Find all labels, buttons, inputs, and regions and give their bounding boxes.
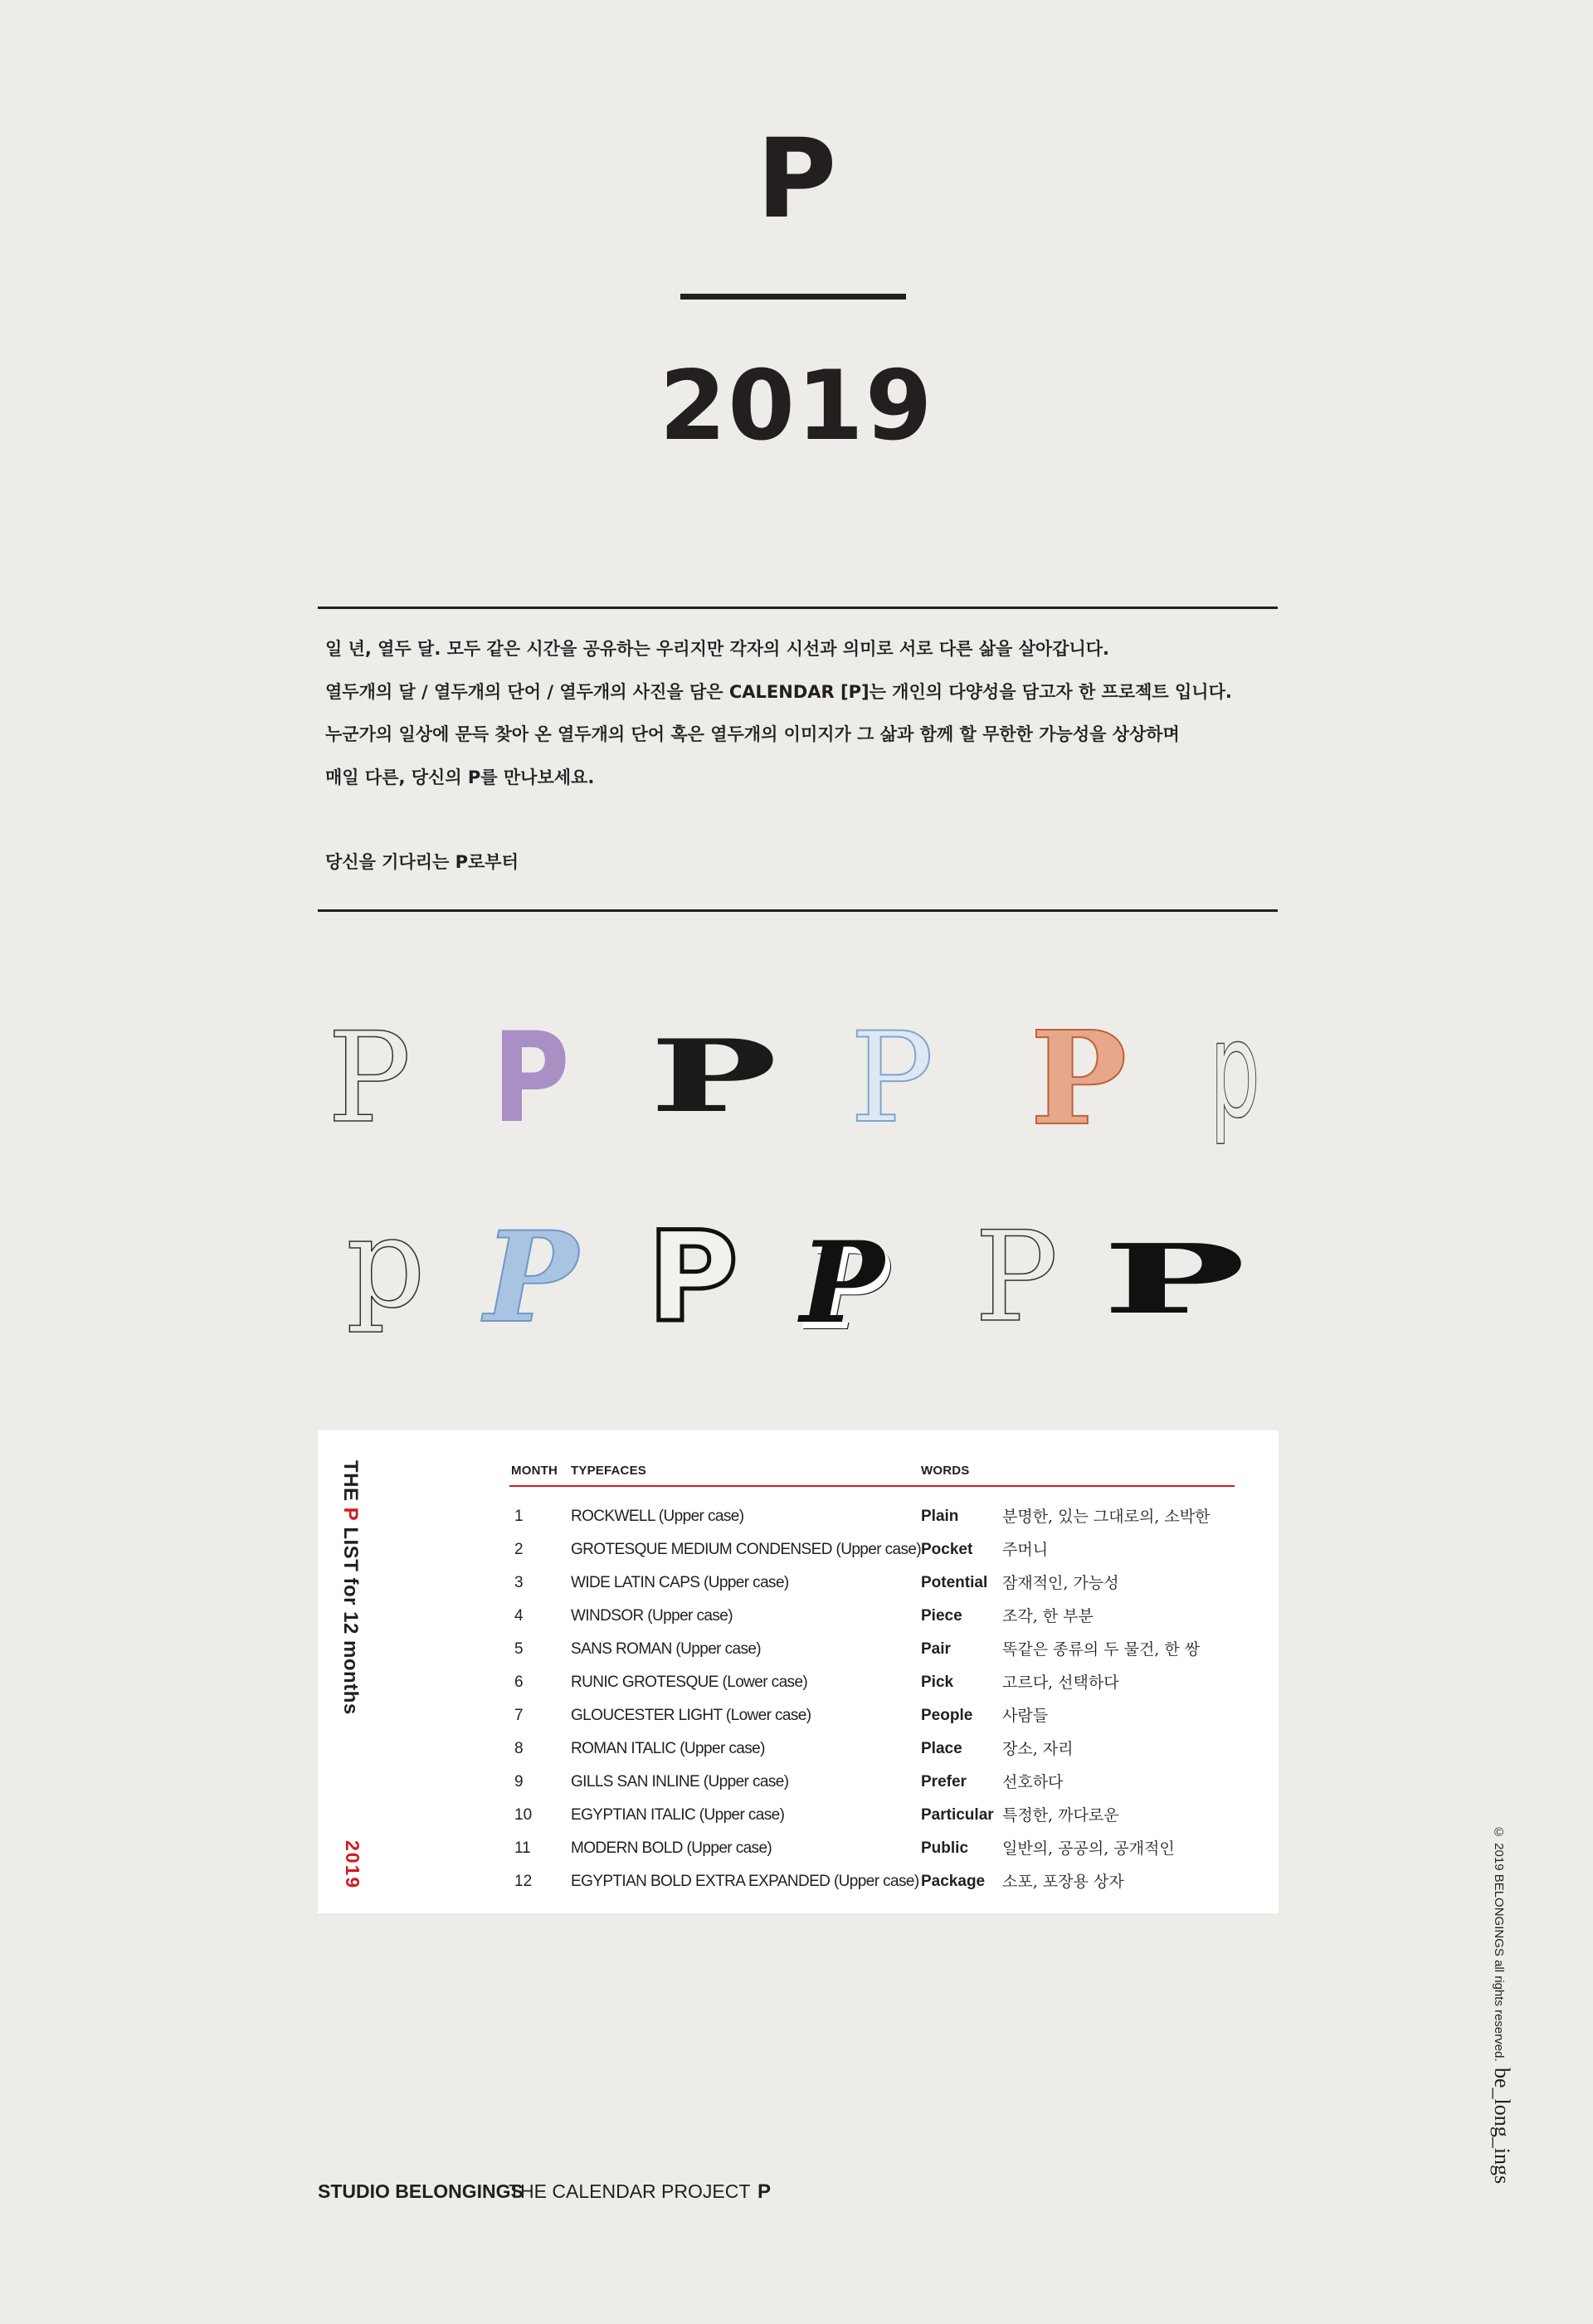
cell-month: 11 [514, 1839, 531, 1857]
cell-word: Prefer [921, 1773, 967, 1791]
specimen-grotesque: P [492, 1006, 570, 1151]
cell-word: Potential [921, 1574, 988, 1591]
specimen-egyptian-italic: P [800, 1216, 884, 1348]
cell-word: Public [921, 1839, 969, 1857]
cell-typeface: ROMAN ITALIC (Upper case) [571, 1740, 765, 1757]
cell-word: Pick [921, 1674, 954, 1691]
cell-month: 10 [514, 1806, 533, 1824]
cell-typeface: ROCKWELL (Upper case) [571, 1508, 744, 1525]
specimen-gills-inline: P [647, 1206, 738, 1350]
cell-month: 4 [514, 1607, 524, 1625]
cell-month: 5 [514, 1640, 524, 1658]
cell-month: 2 [514, 1541, 524, 1558]
cell-meaning: 선호하다 [1002, 1773, 1064, 1791]
cell-meaning: 고르다, 선택하다 [1002, 1674, 1119, 1692]
hero-letter: P [756, 115, 837, 243]
cell-meaning: 잠재적인, 가능성 [1002, 1574, 1119, 1592]
hero-year: 2019 [659, 350, 934, 462]
cell-word: Plain [921, 1508, 959, 1525]
cell-meaning: 일반의, 공공의, 공개적인 [1002, 1839, 1175, 1858]
header-rule [509, 1485, 1235, 1487]
cell-typeface: SANS ROMAN (Upper case) [571, 1640, 762, 1658]
cell-word: Place [921, 1740, 962, 1757]
specimen-sans-roman: P [1030, 1002, 1128, 1154]
cell-word: Pair [921, 1640, 951, 1658]
cell-month: 12 [514, 1873, 533, 1890]
intro-line-2: 열두개의 달 / 열두개의 단어 / 열두개의 사진을 담은 CALENDAR [P]는 개인의 다양성을 담고자 한 프로젝트 입니다. [325, 682, 1232, 702]
intro-line-3: 누군가의 일상에 문득 찾아 온 열두개의 단어 혹은 열두개의 이미지가 그 삶과 함께 할 무한한 가능성을 상상하며 [325, 724, 1180, 744]
cell-word: Pocket [921, 1541, 973, 1558]
intro-line-1: 일 년, 열두 달. 모두 같은 시간을 공유하는 우리지만 각자의 시선과 의미로 서로 다른 삶을 살아갑니다. [325, 639, 1110, 659]
cell-typeface: GLOUCESTER LIGHT (Lower case) [571, 1707, 811, 1724]
cell-meaning: 장소, 자리 [1002, 1740, 1074, 1758]
specimen-gloucester: p [345, 1191, 426, 1336]
cell-month: 8 [514, 1740, 524, 1757]
specimen-runic: p [1210, 992, 1260, 1147]
cell-word: People [921, 1707, 973, 1724]
footer-mark: P [758, 2180, 772, 2203]
cell-typeface: RUNIC GROTESQUE (Lower case) [571, 1674, 808, 1691]
p-list-title-part: THE [339, 1460, 362, 1508]
header-month: MONTH [511, 1464, 558, 1478]
cell-meaning: 주머니 [1002, 1541, 1049, 1559]
intro-signature: 당신을 기다리는 P로부터 [325, 852, 519, 872]
cell-month: 6 [514, 1674, 524, 1691]
p-list-year: 2019 [342, 1840, 363, 1890]
cell-meaning: 똑같은 종류의 두 물건, 한 쌍 [1002, 1640, 1201, 1659]
footer-project: THE CALENDAR PROJECT [509, 2180, 751, 2202]
p-list-title-part: LIST for 12 months [339, 1521, 362, 1715]
cell-word: Particular [921, 1806, 994, 1824]
cell-word: Piece [921, 1607, 962, 1625]
cell-meaning: 소포, 포장용 상자 [1002, 1873, 1124, 1891]
intro-top-rule [318, 607, 1278, 609]
cell-meaning: 조각, 한 부분 [1002, 1607, 1094, 1625]
intro-bottom-rule [318, 909, 1278, 912]
p-list-title [339, 1460, 362, 1715]
specimen-windsor: P [850, 1006, 934, 1151]
cell-typeface: WINDSOR (Upper case) [571, 1607, 733, 1625]
header-words: WORDS [921, 1464, 970, 1478]
copyright-notice: © 2019 BELONGINGS all rights reserved. [1492, 1825, 1506, 2062]
cell-meaning: 특정한, 까다로운 [1002, 1806, 1119, 1825]
footer-studio: STUDIO BELONGINGS [318, 2180, 524, 2202]
cell-word: Package [921, 1873, 986, 1890]
cell-typeface: EGYPTIAN ITALIC (Upper case) [571, 1806, 785, 1824]
specimen-wide-latin: P [650, 1018, 777, 1135]
specimen-roman-italic: P [484, 1205, 578, 1351]
cell-typeface: GROTESQUE MEDIUM CONDENSED (Upper case) [571, 1541, 922, 1558]
brand-wordmark: be_long_ings [1490, 2068, 1514, 2185]
cell-meaning: 사람들 [1002, 1707, 1049, 1725]
hero-divider [680, 294, 906, 300]
cell-typeface: MODERN BOLD (Upper case) [571, 1839, 772, 1857]
p-list-title-part: P [339, 1507, 362, 1522]
specimen-modern: P [974, 1206, 1059, 1350]
cell-typeface: WIDE LATIN CAPS (Upper case) [571, 1574, 789, 1591]
cell-meaning: 분명한, 있는 그대로의, 소박한 [1002, 1508, 1211, 1526]
cell-month: 9 [514, 1773, 524, 1791]
cell-month: 1 [514, 1508, 524, 1525]
cell-typeface: GILLS SAN INLINE (Upper case) [571, 1773, 789, 1791]
cell-month: 7 [514, 1707, 524, 1724]
specimen-egyptian-expanded: P [1102, 1224, 1246, 1336]
header-typefaces: TYPEFACES [571, 1464, 646, 1478]
specimen-rockwell: P [327, 1006, 412, 1151]
cell-month: 3 [514, 1574, 524, 1591]
intro-line-4: 매일 다른, 당신의 P를 만나보세요. [325, 767, 595, 787]
cell-typeface: EGYPTIAN BOLD EXTRA EXPANDED (Upper case) [571, 1873, 919, 1890]
